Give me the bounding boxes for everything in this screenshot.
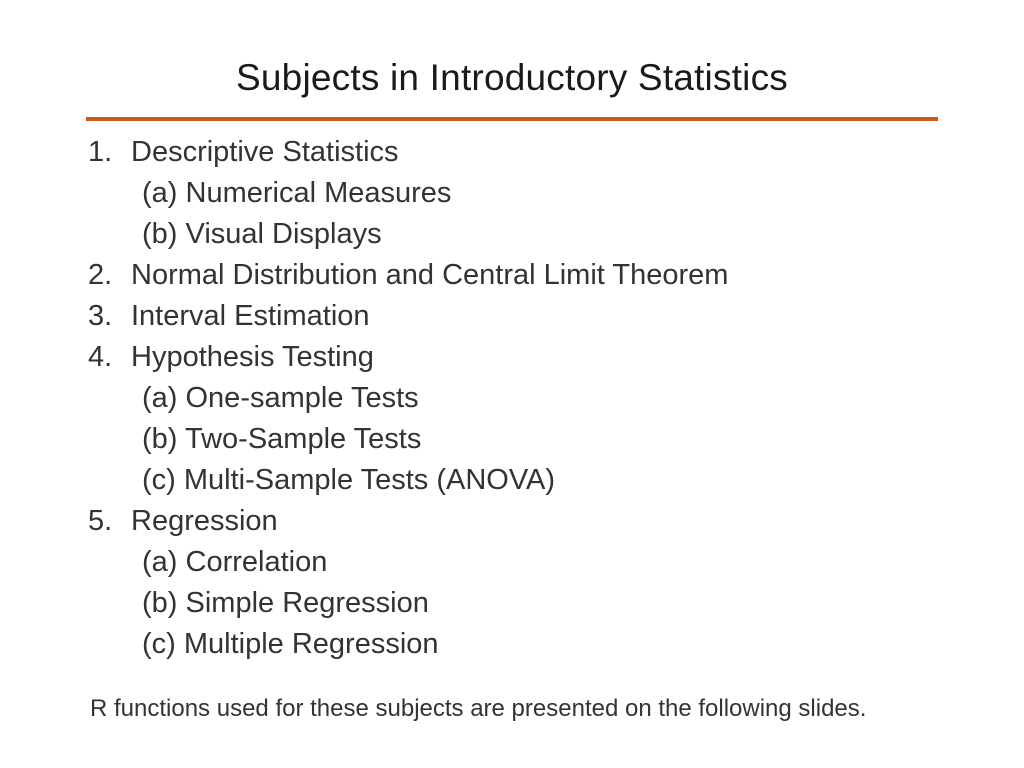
topic-item	[88, 337, 728, 378]
topic-text: Descriptive Statistics	[131, 136, 399, 168]
topic-outline	[88, 132, 728, 665]
subtopic-text: (b) Visual Displays	[142, 218, 382, 250]
subtopic-text: (a) Numerical Measures	[142, 177, 452, 209]
topic-text: Normal Distribution and Central Limit Theorem	[131, 259, 729, 291]
subtopic-text: (c) Multi-Sample Tests (ANOVA)	[142, 464, 556, 496]
topic-number: 3.	[88, 300, 113, 332]
topic-number: 4.	[88, 341, 113, 373]
subtopic-text: (c) Multiple Regression	[142, 628, 439, 660]
topic-item	[88, 296, 728, 337]
topic-text: Interval Estimation	[131, 300, 370, 332]
subtopic-item	[88, 419, 728, 460]
subtopic-item	[88, 214, 728, 255]
topic-item	[88, 132, 728, 173]
footer-note: R functions used for these subjects are presented on the following slides.	[90, 695, 867, 722]
subtopic-item	[88, 583, 728, 624]
subtopic-item	[88, 460, 728, 501]
title-divider	[86, 117, 938, 121]
topic-text: Regression	[131, 505, 278, 537]
topic-item	[88, 255, 728, 296]
topic-number: 5.	[88, 505, 113, 537]
slide-title: Subjects in Introductory Statistics	[236, 57, 788, 98]
topic-item	[88, 501, 728, 542]
topic-number: 1.	[88, 136, 113, 168]
subtopic-item	[88, 624, 728, 665]
subtopic-text: (b) Simple Regression	[142, 587, 429, 619]
topic-number: 2.	[88, 259, 113, 291]
subtopic-text: (a) Correlation	[142, 546, 328, 578]
topic-text: Hypothesis Testing	[131, 341, 374, 373]
subtopic-text: (b) Two-Sample Tests	[142, 423, 422, 455]
subtopic-item	[88, 542, 728, 583]
subtopic-text: (a) One-sample Tests	[142, 382, 419, 414]
subtopic-item	[88, 378, 728, 419]
subtopic-item	[88, 173, 728, 214]
